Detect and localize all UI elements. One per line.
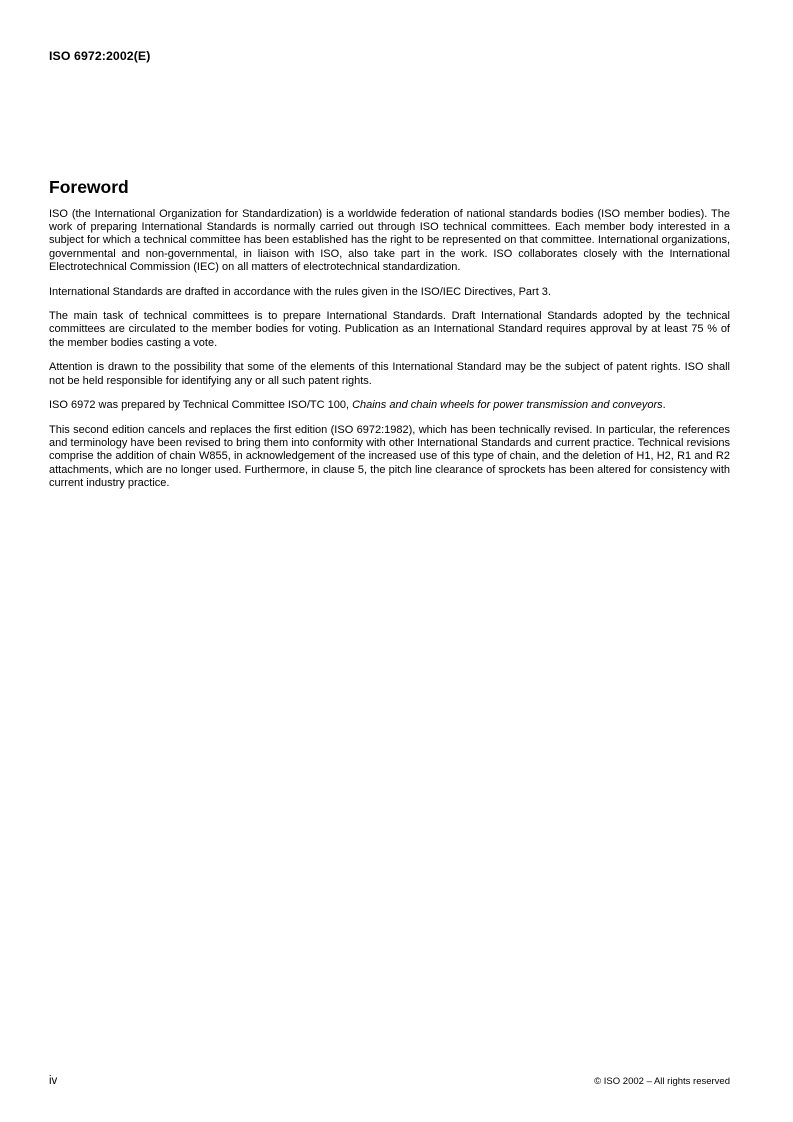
- paragraph-patent-rights: Attention is drawn to the possibility that some of the elements of this International Standard may be the subject of patent rights. ISO shall not be held responsible for identifying any or all such patent rights.: [49, 361, 730, 387]
- document-id-header: ISO 6972:2002(E): [49, 49, 151, 63]
- page-number: iv: [49, 1075, 58, 1087]
- prepared-by-end: .: [662, 399, 666, 412]
- copyright-notice: © ISO 2002 – All rights reserved: [594, 1076, 730, 1087]
- prepared-by-text: ISO 6972 was prepared by Technical Committee ISO/TC 100,: [49, 399, 353, 412]
- paragraph-iso-overview: ISO (the International Organization for Standardization) is a worldwide federation of national standards bodies (ISO member bodies). The work of preparing International Standards is normally carried out through ISO technical committees. Each member body interested in a subject for which a technical committee has been established has the right to be represented on that committee. International organizations, governmental and non-governmental, in liaison with ISO, also take part in the work. ISO collaborates closely with the International Electrotechnical Commission (IEC) on all matters of electrotechnical standardization.: [49, 208, 730, 273]
- section-title: Foreword: [49, 177, 129, 197]
- paragraph-edition-revision: This second edition cancels and replaces the first edition (ISO 6972:1982), which has been technically revised. In particular, the references and terminology have been revised to bring them into conformity with other International Standards and current practice. Technical revisions comprise the addition of chain W855, in acknowledgement of the increased use of this type of chain, and the deletion of H1, H2, R1 and R2 attachments, which are no longer used. Furthermore, in clause 5, the pitch line clearance of sprockets has been altered for consistency with current industry practice.: [49, 423, 730, 489]
- page-footer: [49, 1075, 730, 1087]
- foreword-section: [49, 176, 730, 501]
- paragraph-directives: International Standards are drafted in accordance with the rules given in the ISO/IEC Directives, Part 3.: [49, 285, 551, 298]
- paragraph-prepared-by: [49, 399, 730, 412]
- paragraph-committee-task: The main task of technical committees is to prepare International Standards. Draft International Standards adopted by the technical committees are circulated to the member bodies for voting. Publication as an International Standard requires approval by at least 75 % of the member bodies casting a vote.: [49, 310, 730, 349]
- committee-title: Chains and chain wheels for power transmission and conveyors: [352, 399, 663, 412]
